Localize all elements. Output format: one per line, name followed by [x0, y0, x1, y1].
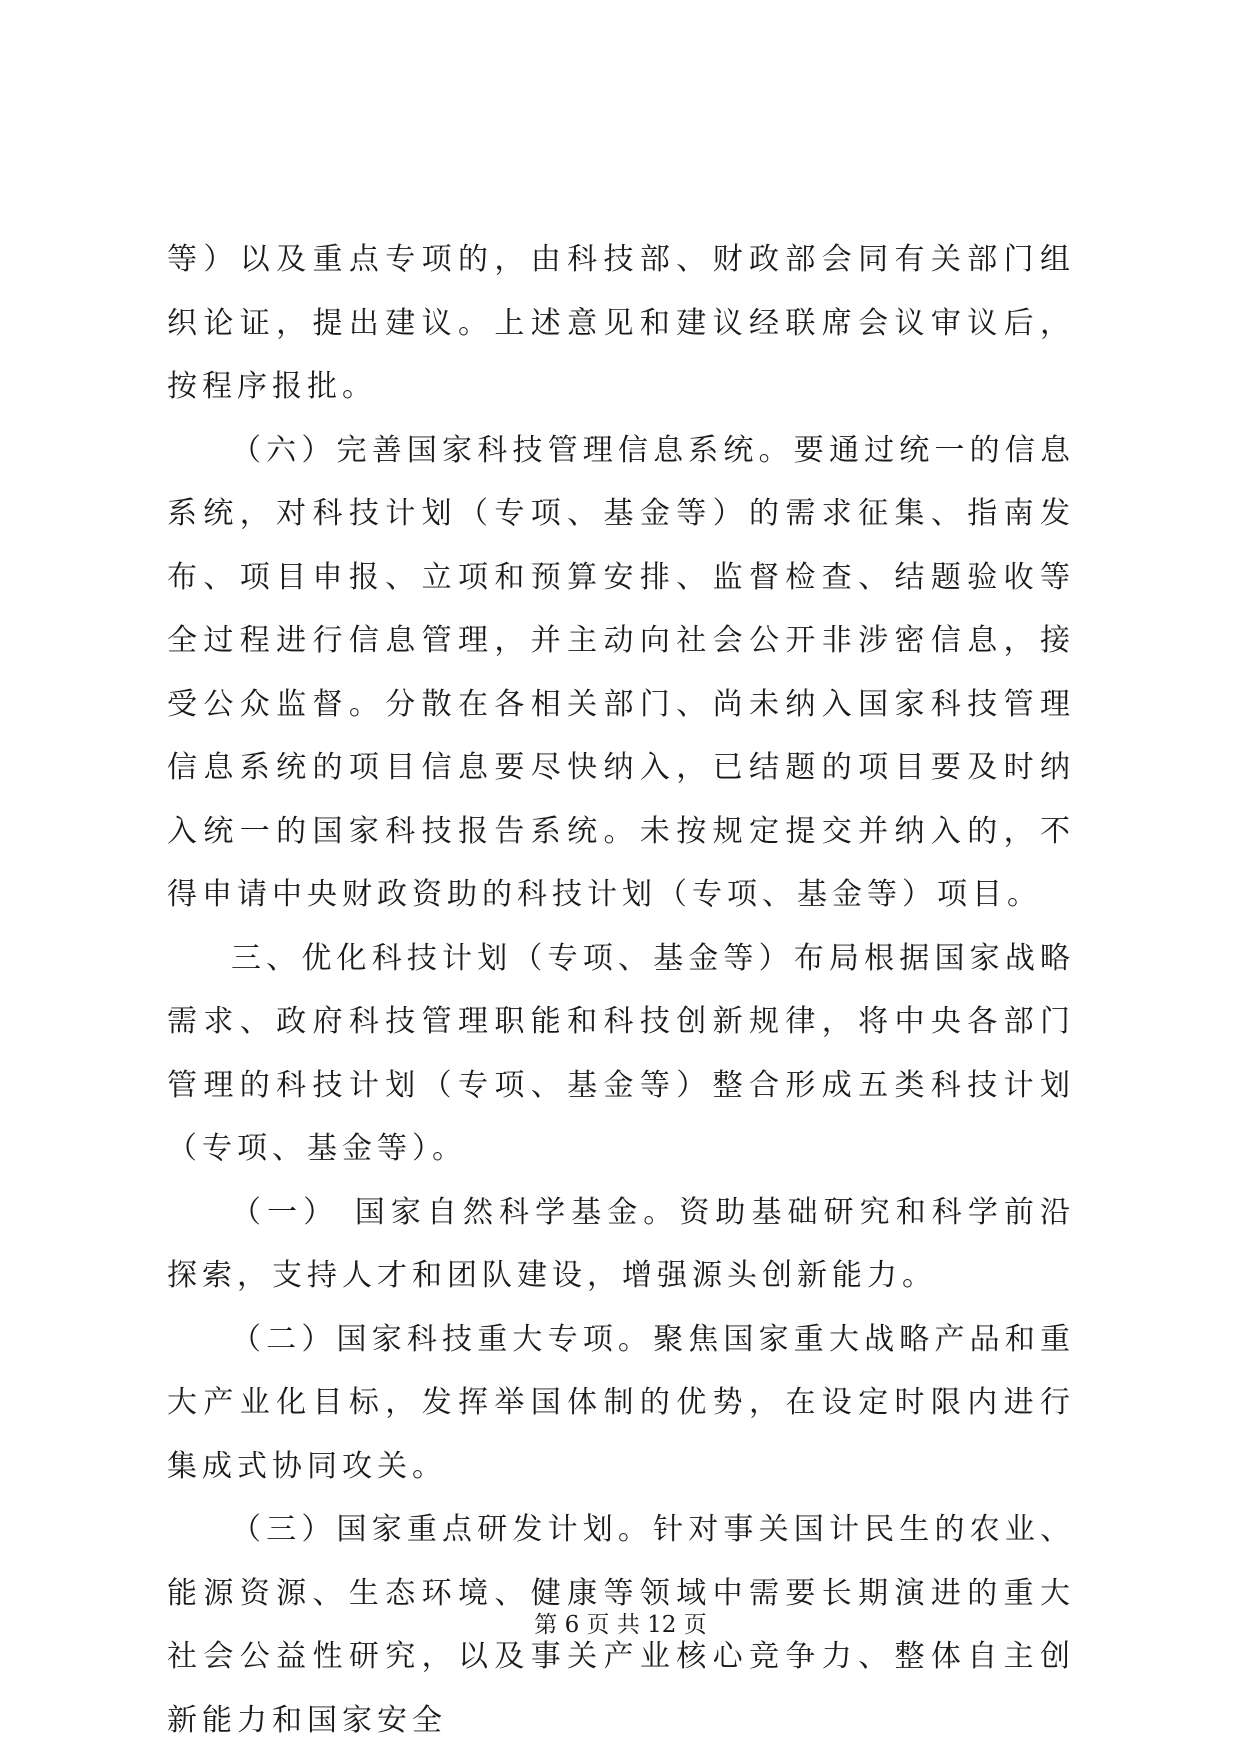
paragraph-heading-3: 三、优化科技计划（专项、基金等）布局根据国家战略需求、政府科技管理职能和科技创新规律，将中央各部门管理的科技计划（专项、基金等）整合形成五类科技计划（专项、基金等）。: [167, 940, 1075, 1166]
paragraph-continuation: 等）以及重点专项的，由科技部、财政部会同有关部门组织论证，提出建议。上述意见和建议经联席会议审议后，按程序报批。: [167, 242, 1075, 404]
paragraph-item-1: （一） 国家自然科学基金。资助基础研究和科学前沿探索，支持人才和团队建设，增强源头创新能力。: [167, 1194, 1075, 1293]
paragraph-section-6: （六）完善国家科技管理信息系统。要通过统一的信息系统，对科技计划（专项、基金等）的需求征集、指南发布、项目申报、立项和预算安排、监督检查、结题验收等全过程进行信息管理，并主动向社会公开非涉密信息，接受公众监督。分散在各相关部门、尚未纳入国家科技管理信息系统的项目信息要尽快纳入，已结题的项目要及时纳入统一的国家科技报告系统。未按规定提交并纳入的，不得申请中央财政资助的科技计划（专项、基金等）项目。: [167, 432, 1075, 912]
page-number-footer: 第 6 页 共 12 页: [534, 1612, 707, 1638]
paragraph-item-3: （三）国家重点研发计划。针对事关国计民生的农业、能源资源、生态环境、健康等领域中需要长期演进的重大社会公益性研究，以及事关产业核心竞争力、整体自主创新能力和国家安全: [167, 1512, 1075, 1738]
document-body: [167, 228, 1075, 1752]
paragraph-item-2: （二）国家科技重大专项。聚焦国家重大战略产品和重大产业化目标，发挥举国体制的优势，在设定时限内进行集成式协同攻关。: [167, 1321, 1075, 1484]
